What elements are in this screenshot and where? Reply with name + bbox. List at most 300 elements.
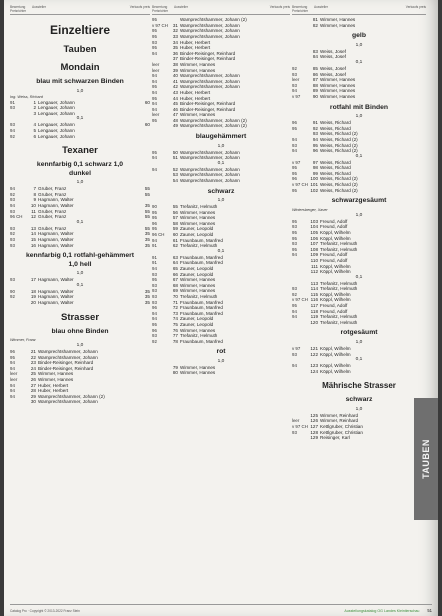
rating-cell: 93 — [292, 429, 297, 435]
table-row — [10, 134, 150, 140]
entry-number-cell: 57 — [172, 215, 178, 221]
sex-heading: 1,0 — [76, 271, 84, 277]
exhibitor-cell: Huber, Herbert — [180, 39, 211, 45]
rating-cell: 93 — [10, 242, 15, 248]
entry-number-cell: 105 — [310, 229, 318, 235]
entry-list — [292, 346, 426, 357]
color-heading: rot — [216, 348, 226, 356]
rating-cell: 92 — [152, 338, 157, 344]
entry-number-cell: 47 — [172, 112, 178, 118]
entry-number-cell: 98 — [312, 165, 318, 171]
exhibitor-cell: Wimmer, Hannes — [38, 377, 74, 383]
exhibitor-cell: Wimmer, Hannes — [180, 288, 216, 294]
entry-list — [292, 49, 426, 60]
price-cell — [416, 269, 426, 275]
exhibitor-cell: Huber, Herbert — [180, 45, 211, 51]
exhibitor-cell: Trefanitz, Helmuth — [320, 314, 358, 320]
rating-cell: 93 — [152, 293, 157, 299]
entry-number-cell: 36 — [172, 50, 178, 56]
exhibitor-cell: Wimmer, Hannes — [320, 88, 356, 94]
rating-cell: 93 — [152, 271, 157, 277]
table-row — [292, 94, 426, 100]
exhibitor-cell: Fraunbaum, Manfred — [180, 305, 223, 311]
exhibitor-cell: Wamprechtshammer, Johann — [38, 399, 98, 405]
sex-heading: 0,1 — [76, 219, 84, 225]
rating-cell: 94 — [10, 128, 15, 134]
entry-number-cell: 14 — [30, 231, 36, 237]
exhibitor-cell: Wimmer, Hannes — [320, 17, 356, 23]
rating-cell: 94 — [10, 203, 15, 209]
entry-number-cell: 30 — [30, 399, 36, 405]
entry-number-cell: 40 — [172, 73, 178, 79]
entry-number-cell: 102 — [310, 187, 318, 193]
rating-cell: 93 — [152, 333, 157, 339]
entry-list — [10, 277, 150, 283]
price-cell — [280, 155, 290, 161]
rating-cell: 95 — [152, 33, 157, 39]
entry-number-cell: 37 — [172, 56, 178, 62]
price-cell — [416, 148, 426, 154]
rating-cell: 94 — [152, 89, 157, 95]
rating-cell: 94 — [10, 186, 15, 192]
species-title: Tauben — [63, 44, 97, 56]
rating-cell: 95 — [292, 187, 297, 193]
rating-cell: 93 — [292, 351, 297, 357]
entry-number-cell: 2 — [33, 105, 36, 111]
exhibitor-cell: Freund, Adolf — [320, 303, 348, 309]
entry-number-cell: 103 — [310, 218, 318, 224]
entry-number-cell: 64 — [172, 260, 178, 266]
entry-number-cell: 111 — [311, 263, 318, 269]
entry-number-cell: 94 — [312, 136, 318, 142]
entry-number-cell: 71 — [172, 299, 178, 305]
color-heading: dunkel — [69, 169, 91, 177]
exhibitor-cell: Köppl, Wilhelm — [320, 263, 351, 269]
entry-number-cell: 107 — [310, 241, 318, 247]
sex-heading: 1,0 — [217, 198, 225, 204]
price-cell: 35 — [144, 242, 150, 248]
exhibitor-cell: Wimmer, Hannes — [180, 67, 216, 73]
sex-heading: 1,0 — [355, 339, 363, 345]
exhibitor-cell: Freund, Adolf — [320, 257, 348, 263]
entry-list — [152, 167, 290, 184]
exhibitor-cell: Gruber, Franz — [38, 214, 67, 220]
entry-number-cell: 100 — [310, 176, 318, 182]
rating-cell: 94 — [292, 88, 297, 94]
breed-title: Texaner — [62, 145, 98, 157]
exhibitor-cell: Köppl, Wilhelm — [320, 297, 351, 303]
rating-cell: 94 — [152, 310, 157, 316]
exhibitor-cell: Binder-Reisinger, Reinhard — [38, 365, 94, 371]
color-heading: schwarz — [345, 396, 373, 404]
exhibitor-cell: Weiss, Richard — [320, 120, 351, 126]
rating-cell: v 97 CH — [292, 297, 308, 303]
entry-number-cell: 66 — [172, 271, 178, 277]
entry-number-cell: 17 — [30, 277, 36, 283]
color-heading: schwarzgesäumt — [331, 197, 387, 205]
entry-number-cell: 80 — [172, 370, 178, 376]
sex-heading: 1,0 — [76, 180, 84, 186]
table-row — [152, 155, 290, 161]
entry-number-cell: 126 — [310, 418, 318, 424]
price-cell — [416, 54, 426, 60]
entry-number-cell: 128 — [310, 429, 318, 435]
rating-cell: 92 — [292, 291, 297, 297]
exhibitor-cell: Köppl, Wilhelm — [320, 345, 351, 351]
exhibitor-cell: Gruber, Franz — [38, 225, 67, 231]
entry-number-cell: 97 — [312, 159, 318, 165]
rating-cell: 95 — [292, 125, 297, 131]
exhibitor-cell: Wimmer, Hannes — [180, 215, 216, 221]
exhibitor-cell: Binder-Reisinger, Reinhard — [180, 106, 236, 112]
entry-number-cell: 50 — [172, 149, 178, 155]
rating-cell: 96 — [10, 349, 15, 355]
rating-cell: 95 — [292, 170, 297, 176]
color-heading: blau ohne Binden — [51, 327, 109, 335]
exhibitor-cell: Huber, Herbert — [38, 382, 69, 388]
sex-heading: 1,0 — [355, 114, 363, 120]
sex-heading: 1,0 — [355, 42, 363, 48]
entry-number-cell: 39 — [172, 67, 178, 73]
exhibitor-cell: Weiss, Josef — [320, 54, 346, 60]
entry-number-cell: 91 — [312, 120, 318, 126]
exhibitor-cell: Gruber, Franz — [38, 186, 67, 192]
price-cell: 35 — [144, 231, 150, 237]
exhibitor-cell: Köppl, Wilhelm — [320, 363, 351, 369]
exhibitor-cell: Hagmann, Walter — [38, 203, 74, 209]
entry-number-cell: 87 — [312, 77, 318, 83]
rating-cell: 95 — [292, 229, 297, 235]
exhibitor-cell: Trefanitz, Helmuth — [180, 204, 218, 210]
entry-list — [292, 281, 426, 326]
exhibitor-cell: Lengauer, Johann — [38, 110, 75, 116]
entry-number-cell: 16 — [30, 242, 36, 248]
exhibitor-cell: Wamprechtshammer, Johann (2) — [180, 123, 247, 129]
price-cell — [140, 134, 150, 140]
rating-cell: 93 — [292, 71, 297, 77]
exhibitor-cell: Weiss, Richard (2) — [320, 187, 358, 193]
rating-cell: 93 — [292, 82, 297, 88]
breeder-note: Ing. Weiss, Richard — [10, 94, 43, 99]
entry-number-cell: 8 — [33, 191, 36, 197]
price-cell — [140, 277, 150, 283]
column-left — [10, 0, 150, 616]
entry-number-cell: 53 — [172, 172, 178, 178]
entry-list — [152, 204, 290, 249]
entry-number-cell: 74 — [172, 316, 178, 322]
exhibitor-cell: Weiss, Richard (2) — [320, 182, 358, 188]
entry-number-cell: 76 — [172, 327, 178, 333]
exhibitor-cell: Trefanitz, Helmuth — [320, 246, 358, 252]
page-number: 51 — [427, 608, 432, 613]
rating-cell: 96 — [292, 176, 297, 182]
rating-cell: 94 — [152, 316, 157, 322]
exhibitor-cell: Wamprechtshammer, Johann — [180, 22, 240, 28]
exhibitor-cell: Freund, Adolf — [320, 224, 348, 230]
entry-number-cell: 81 — [312, 17, 318, 23]
exhibitor-cell: Wimmer, Hannes — [320, 77, 356, 83]
entry-number-cell: 12 — [30, 214, 36, 220]
exhibitor-cell: Lengauer, Johann — [38, 122, 75, 128]
rating-cell — [10, 399, 28, 405]
exhibitor-cell: Weiss, Richard — [320, 170, 351, 176]
rating-cell: 94 — [292, 314, 297, 320]
exhibitor-cell: Lengauer, Johann — [38, 105, 75, 111]
exhibitor-cell: Weiss, Josef — [320, 66, 346, 72]
sex-heading: 1,0 — [355, 212, 363, 218]
table-row — [10, 277, 150, 283]
rating-cell — [10, 300, 28, 306]
exhibitor-cell: Zauner, Leopold — [180, 316, 214, 322]
rating-cell: 94 — [292, 308, 297, 314]
price-cell: 55 — [144, 214, 150, 220]
rating-cell — [292, 269, 310, 275]
entry-number-cell: 20 — [30, 299, 36, 305]
table-row — [292, 369, 426, 375]
rating-cell: v 97 CH — [292, 424, 308, 429]
entry-number-cell: 9 — [33, 197, 36, 203]
entry-number-cell: 15 — [30, 237, 36, 242]
rating-cell: 95 — [152, 45, 157, 51]
entry-number-cell: 129 — [310, 435, 318, 441]
entry-list — [292, 120, 426, 154]
entry-number-cell: 119 — [310, 314, 318, 320]
exhibitor-cell: Binder-Reisinger, Reinhard — [180, 56, 236, 62]
entry-number-cell: 68 — [172, 282, 178, 288]
entry-number-cell: 22 — [30, 354, 36, 360]
column-right — [292, 0, 426, 616]
sex-heading: 0,1 — [217, 160, 225, 166]
entry-list — [292, 219, 426, 275]
rating-cell: 90 — [10, 288, 15, 294]
rating-cell: 94 — [292, 252, 297, 258]
entry-number-cell: 78 — [172, 338, 178, 344]
price-cell: 55 — [144, 225, 150, 231]
rating-cell: 92 — [292, 66, 297, 72]
rating-cell: 95 — [152, 209, 157, 215]
exhibitor-cell: Trefanitz, Helmuth — [180, 333, 218, 339]
rating-cell: 94 — [152, 78, 157, 84]
footer-copyright: Catalog Pro · Copyright © 2013-2022 Franz Stein — [10, 608, 80, 613]
exhibitor-cell: Köppl, Wilhelm — [320, 351, 351, 357]
rating-cell: 93 — [10, 197, 15, 203]
exhibitor-cell: Köppl, Wilhelm — [320, 368, 351, 374]
rating-cell: 95 — [152, 84, 157, 90]
price-cell — [416, 320, 426, 326]
breed-title: Strasser — [60, 311, 100, 323]
rating-cell: 93 — [10, 208, 15, 214]
entry-number-cell: 11 — [31, 208, 36, 214]
rating-cell: 93 — [152, 282, 157, 288]
rating-cell: 94 — [10, 382, 15, 388]
rating-cell: 95 — [152, 95, 157, 101]
entry-number-cell: 24 — [30, 365, 36, 371]
rating-cell: 96 — [152, 220, 157, 226]
exhibitor-cell: Hagmann, Walter — [38, 277, 74, 283]
rating-cell: 96 — [152, 305, 157, 311]
rating-cell: 95 — [10, 354, 15, 360]
table-row — [10, 243, 150, 249]
rating-cell: 95 — [152, 17, 157, 23]
breeder-note: Wimmer, Franz — [10, 338, 36, 343]
sex-heading: 1,0 — [355, 406, 363, 412]
rating-cell: 92 — [10, 191, 15, 197]
rating-cell: 94 — [10, 365, 15, 371]
entry-number-cell: 21 — [30, 349, 36, 355]
entry-number-cell: 96 — [312, 148, 318, 154]
exhibitor-cell: Wimmer, Hannes — [320, 22, 356, 28]
exhibitor-cell: Freund, Adolf — [320, 308, 348, 314]
exhibitor-cell: Wimmer, Hannes — [180, 370, 216, 376]
rating-cell: 93 — [152, 39, 157, 45]
price-cell: 55 — [144, 191, 150, 197]
entry-number-cell: 1 — [33, 99, 36, 105]
catalog-page — [4, 0, 438, 616]
exhibitor-cell: Fraunbaum, Manfred — [180, 299, 223, 305]
exhibitor-cell: Wimmer, Hannes — [180, 112, 216, 118]
entry-number-cell: 7 — [33, 186, 36, 192]
rating-cell: leer — [152, 61, 160, 67]
entry-number-cell: 13 — [30, 225, 36, 231]
rating-cell: 92 — [10, 133, 15, 139]
price-cell — [280, 370, 290, 376]
entry-number-cell: 35 — [172, 45, 178, 51]
exhibitor-cell: Wimmer, Hannes — [320, 94, 356, 100]
exhibitor-cell: Weiss, Richard (2) — [320, 176, 358, 182]
exhibitor-cell: Hagmann, Walter — [38, 299, 74, 305]
exhibitor-cell: Huber, Herbert — [180, 89, 211, 95]
exhibitor-cell: Freund, Adolf — [320, 252, 348, 258]
exhibitor-cell: Zauner, Leopold — [180, 271, 214, 277]
exhibitor-cell: Weiss, Richard (2) — [320, 148, 358, 154]
exhibitor-cell: Weiss, Richard (2) — [320, 131, 358, 137]
exhibitor-cell: Wimmer, Reinhard — [320, 418, 359, 424]
exhibitor-cell: Weiss, Richard — [320, 125, 351, 131]
exhibitor-cell: Wimmer, Hannes — [180, 220, 216, 226]
entry-number-cell: 118 — [310, 308, 318, 314]
exhibitor-cell: Huber, Herbert — [38, 388, 69, 394]
exhibitor-cell: Trefanitz, Helmuth — [180, 293, 218, 299]
rating-cell: 94 — [152, 237, 157, 243]
exhibitor-cell: Lengauer, Johann — [38, 128, 75, 134]
exhibitor-cell: Weiss, Richard (2) — [320, 136, 358, 142]
entry-number-cell: 85 — [312, 66, 318, 72]
rating-cell — [10, 111, 28, 117]
exhibitor-cell: Wimmer, Reinhard — [320, 412, 359, 418]
color-heading: blau mit schwarzen Binden — [36, 78, 124, 86]
exhibitor-cell: Trefanitz, Helmuth — [320, 280, 358, 286]
rating-cell — [152, 178, 170, 184]
entry-number-cell: 123 — [310, 363, 318, 369]
table-row — [10, 300, 150, 306]
entry-number-cell: 93 — [312, 131, 318, 137]
entry-number-cell: 112 — [310, 269, 318, 275]
entry-number-cell: 44 — [172, 95, 178, 101]
exhibitor-cell: Weiss, Richard (2) — [320, 142, 358, 148]
rating-cell — [152, 370, 170, 376]
rating-cell: 95 — [152, 321, 157, 327]
price-cell: 35 — [144, 288, 150, 294]
entry-list — [152, 150, 290, 161]
exhibitor-cell: Binder-Reisinger, Reinhard — [180, 101, 236, 107]
price-cell: 35 — [144, 299, 150, 305]
exhibitor-cell: Wimmer, Hannes — [180, 282, 216, 288]
rating-cell: 95 — [292, 218, 297, 224]
rating-cell: 93 — [292, 241, 297, 247]
table-row — [10, 214, 150, 220]
entry-number-cell: 89 — [312, 88, 318, 94]
entry-number-cell: 10 — [30, 203, 36, 209]
exhibitor-cell: Gruber, Franz — [38, 191, 67, 197]
exhibitor-cell: Wamprechtshammer, Johann — [180, 73, 240, 79]
exhibitor-cell: Zauner, Leopold — [180, 265, 214, 271]
entry-list — [292, 160, 426, 194]
entry-number-cell: 18 — [30, 288, 36, 294]
table-row — [292, 148, 426, 154]
column-middle — [152, 0, 290, 616]
rating-cell — [152, 123, 170, 129]
rating-cell: 91 — [152, 260, 157, 266]
sex-heading: 0,1 — [355, 357, 363, 363]
entry-number-cell: 109 — [310, 252, 318, 258]
rating-cell: 90 — [152, 204, 157, 210]
entry-number-cell: 42 — [172, 84, 178, 90]
table-row — [152, 243, 290, 249]
rating-cell: leer — [10, 371, 18, 377]
exhibitor-cell: Weiss, Josef — [320, 48, 346, 54]
entry-number-cell: 43 — [172, 89, 178, 95]
entry-number-cell: 49 — [172, 123, 178, 129]
exhibitor-cell: Trefanitz, Helmuth — [320, 286, 358, 292]
rating-cell: 94 — [152, 101, 157, 107]
entry-number-cell: 32 — [172, 28, 178, 34]
rating-cell: 96 CH — [152, 232, 165, 237]
rating-cell: 95 — [152, 117, 157, 123]
exhibitor-cell: Wamprechtshammer, Johann — [38, 349, 98, 355]
entry-number-cell: 67 — [172, 277, 178, 283]
entry-list — [152, 255, 290, 345]
breed-title: Mondain — [60, 62, 100, 74]
exhibitor-cell: Fraunbaum, Manfred — [180, 254, 223, 260]
entry-list — [292, 17, 426, 28]
rating-cell: 93 — [10, 122, 15, 128]
price-cell — [416, 369, 426, 375]
entry-list — [10, 186, 150, 220]
section-tab — [414, 398, 438, 520]
entry-number-cell: 84 — [312, 54, 318, 60]
entry-number-cell: 29 — [30, 393, 36, 399]
entry-number-cell: 61 — [172, 237, 178, 243]
rating-cell: 93 — [292, 142, 297, 148]
entry-number-cell: 63 — [172, 254, 178, 260]
entry-number-cell: 23 — [30, 360, 36, 366]
exhibitor-cell: Zauner, Leopold — [180, 232, 214, 237]
rating-cell: v 97 — [292, 345, 301, 351]
entry-number-cell: 70 — [172, 293, 178, 299]
footer-title: Ausstellungskatalog OG Landes Kleintierschau — [344, 608, 420, 613]
rating-cell: v 97 CH — [292, 182, 308, 188]
sex-heading: 0,1 — [76, 116, 84, 122]
table-row — [152, 370, 290, 376]
rating-cell: 96 CH — [10, 214, 23, 220]
exhibitor-cell: Wimmer, Hannes — [320, 82, 356, 88]
price-cell: 35 — [144, 203, 150, 209]
exhibitor-cell: Wamprechtshammer, Johann — [180, 149, 240, 155]
rating-cell: 94 — [292, 136, 297, 142]
rating-cell: leer — [152, 112, 160, 118]
sex-heading: 1,0 — [76, 343, 84, 349]
exhibitor-cell: Wimmer, Hannes — [180, 209, 216, 215]
